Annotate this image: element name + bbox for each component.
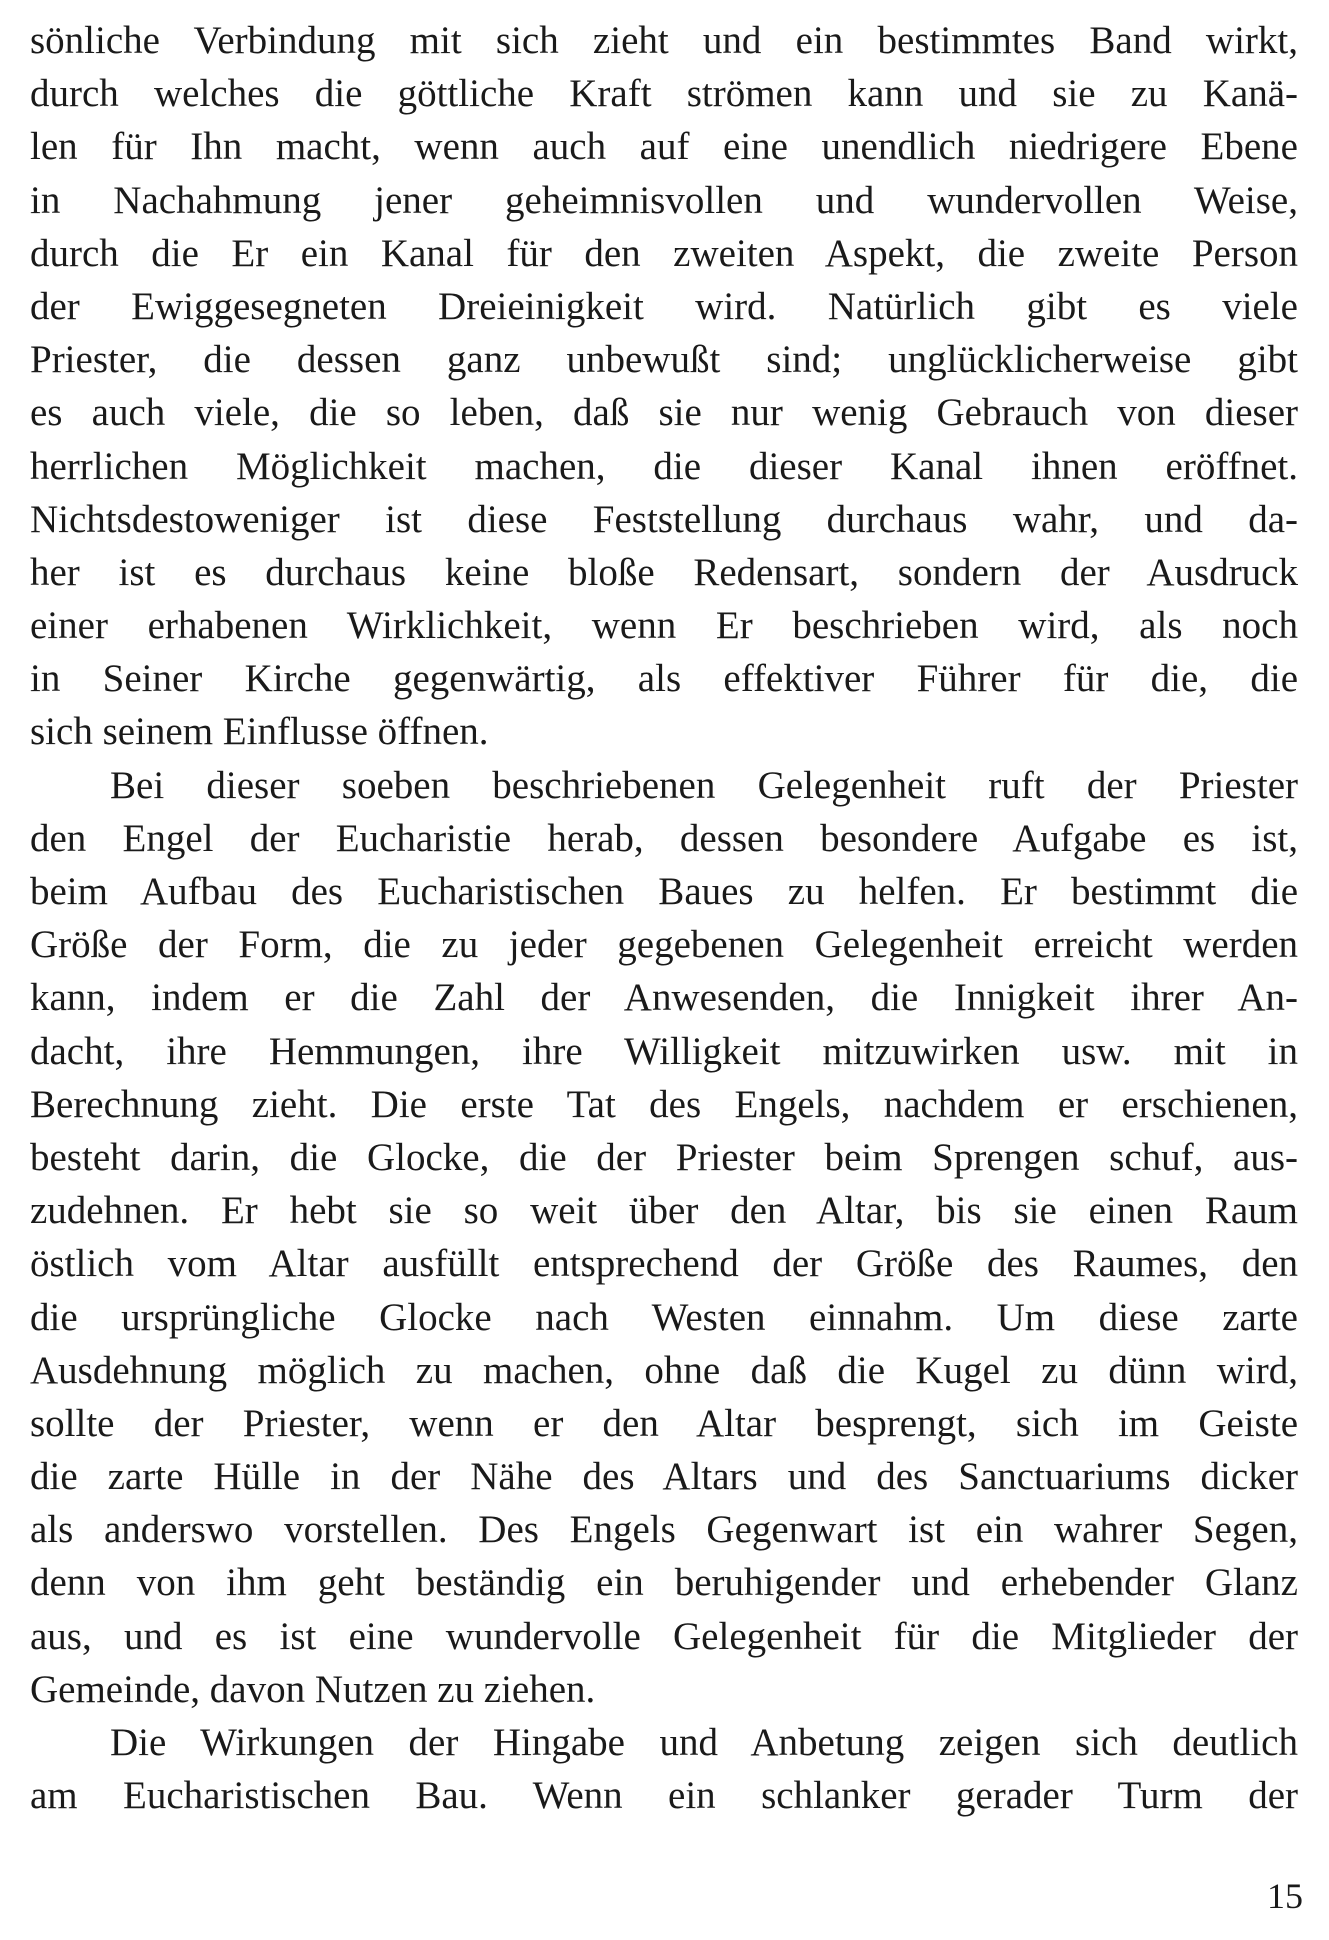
text-line: Größe der Form, die zu jeder gegebenen Gelegenheit erreicht werden	[30, 923, 1298, 967]
text-line: einer erhabenen Wirklichkeit, wenn Er beschrieben wird, als noch	[30, 604, 1298, 648]
text-line: len für Ihn macht, wenn auch auf eine unendlich niedrigere Ebene	[30, 125, 1298, 169]
text-line: durch die Er ein Kanal für den zweiten Aspekt, die zweite Person	[30, 231, 1298, 275]
text-line: am Eucharistischen Bau. Wenn ein schlanker gerader Turm der	[30, 1774, 1298, 1818]
text-line: als anderswo vorstellen. Des Engels Gegenwart ist ein wahrer Segen,	[30, 1508, 1298, 1552]
text-line: Gemeinde, davon Nutzen zu ziehen.	[30, 1667, 596, 1711]
paragraph-1	[30, 14, 1298, 759]
page-body	[30, 14, 1298, 1822]
text-line: besteht darin, die Glocke, die der Priester beim Sprengen schuf, aus-	[30, 1135, 1298, 1179]
text-line: Berechnung zieht. Die erste Tat des Engels, nachdem er erschienen,	[30, 1082, 1298, 1126]
text-line: sich seinem Einflusse öffnen.	[30, 710, 489, 754]
paragraph-2	[30, 759, 1298, 1716]
page-number: 15	[1267, 1876, 1303, 1916]
text-line: denn von ihm geht beständig ein beruhigender und erhebender Glanz	[30, 1561, 1298, 1605]
text-line: her ist es durchaus keine bloße Redensart, sondern der Ausdruck	[30, 550, 1298, 594]
text-line: die ursprüngliche Glocke nach Westen einnahm. Um diese zarte	[30, 1295, 1298, 1339]
text-line: in Seiner Kirche gegenwärtig, als effektiver Führer für die, die	[30, 657, 1298, 701]
text-line: den Engel der Eucharistie herab, dessen besondere Aufgabe es ist,	[30, 816, 1298, 860]
text-line: Priester, die dessen ganz unbewußt sind; unglücklicherweise gibt	[30, 338, 1298, 382]
text-line: Nichtsdestoweniger ist diese Feststellung durchaus wahr, und da-	[30, 497, 1298, 541]
text-line: Ausdehnung möglich zu machen, ohne daß die Kugel zu dünn wird,	[30, 1348, 1298, 1392]
paragraph-3	[30, 1716, 1298, 1822]
text-line: die zarte Hülle in der Nähe des Altars und des Sanctuariums dicker	[30, 1455, 1298, 1499]
text-line: Bei dieser soeben beschriebenen Gelegenheit ruft der Priester	[110, 763, 1298, 807]
text-line: beim Aufbau des Eucharistischen Baues zu helfen. Er bestimmt die	[30, 870, 1298, 913]
text-line: sollte der Priester, wenn er den Altar besprengt, sich im Geiste	[30, 1401, 1298, 1445]
text-line: aus, und es ist eine wundervolle Gelegenheit für die Mitglieder der	[30, 1614, 1298, 1658]
text-line: kann, indem er die Zahl der Anwesenden, die Innigkeit ihrer An-	[30, 976, 1298, 1020]
text-line: Die Wirkungen der Hingabe und Anbetung zeigen sich deutlich	[110, 1721, 1298, 1764]
text-line: dacht, ihre Hemmungen, ihre Willigkeit mitzuwirken usw. mit in	[30, 1029, 1298, 1073]
text-line: durch welches die göttliche Kraft strömen kann und sie zu Kanä-	[30, 72, 1298, 116]
text-line: in Nachahmung jener geheimnisvollen und wundervollen Weise,	[30, 178, 1298, 222]
text-line: zudehnen. Er hebt sie so weit über den Altar, bis sie einen Raum	[30, 1189, 1298, 1233]
text-line: es auch viele, die so leben, daß sie nur wenig Gebrauch von dieser	[30, 391, 1298, 435]
text-line: herrlichen Möglichkeit machen, die dieser Kanal ihnen eröffnet.	[30, 444, 1298, 488]
text-line: der Ewiggesegneten Dreieinigkeit wird. Natürlich gibt es viele	[30, 284, 1298, 328]
text-line: östlich vom Altar ausfüllt entsprechend der Größe des Raumes, den	[30, 1242, 1298, 1286]
text-line: sönliche Verbindung mit sich zieht und ein bestimmtes Band wirkt,	[30, 19, 1298, 62]
